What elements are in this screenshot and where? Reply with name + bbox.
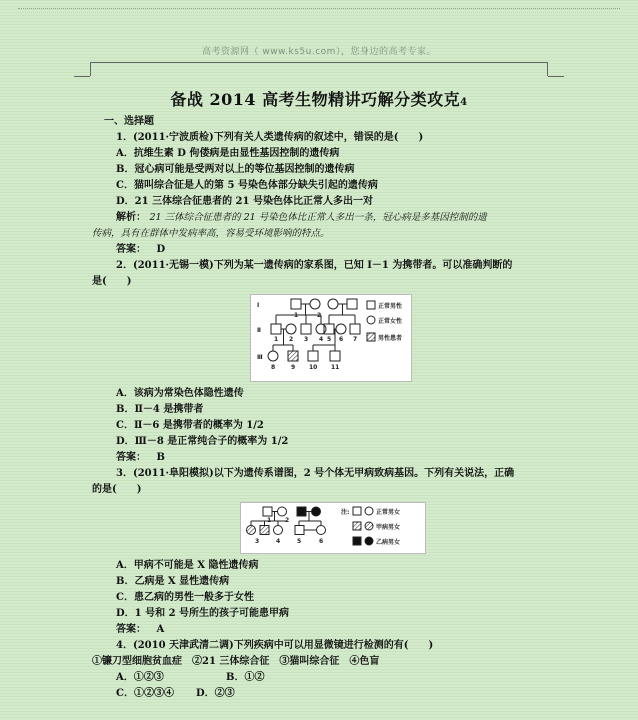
q3-legend-normal: 正常男女	[376, 509, 401, 516]
document-body	[92, 114, 552, 702]
q2-i1-num: 1	[294, 312, 299, 319]
q2-iii11-num: 11	[331, 364, 340, 371]
q3-i1-num: 1	[267, 517, 272, 524]
q3-answer-value: A	[156, 624, 165, 635]
q2-legend-affected-male: 男性患者	[378, 335, 403, 342]
q3-stem-line1: 3．(2011·阜阳模拟)以下为遗传系谱图，2 号个体无甲病致病基因。下列有关说法，正确	[116, 468, 515, 479]
title-main: 备战 2014 高考生物精讲巧解分类攻克	[170, 90, 461, 109]
q4-stem: 4．(2010 天津武清二调)下列疾病中可以用显微镜进行检测的有( )	[116, 640, 434, 651]
q3-answer	[92, 622, 552, 638]
q2-iii8-num: 8	[271, 364, 276, 371]
q2-ii4-num: 4	[319, 336, 324, 343]
q2-pedigree-figure	[250, 294, 412, 382]
header-rule	[90, 62, 548, 76]
q2-legend-normal-male: 正常男性	[378, 303, 403, 310]
section-heading: 一、选择题	[104, 116, 154, 127]
q3-option-a: A．甲病不可能是 X 隐性遗传病	[116, 560, 259, 571]
q2-ii2-num: 2	[289, 336, 294, 343]
q4-option-d: D．②③	[196, 688, 235, 699]
q2-option-d: D．Ⅲ－8 是正常纯合子的概率为 1/2	[116, 436, 289, 447]
q1-answer-label: 答案：	[116, 244, 146, 255]
q3-ii3-num: 3	[255, 538, 260, 545]
q2-ii5-num: 5	[327, 336, 332, 343]
q3-i2-num: 2	[285, 517, 290, 524]
q1-option-c: C．猫叫综合征是人的第 5 号染色体部分缺失引起的遗传病	[116, 180, 378, 191]
q3-legend-disease-b: 乙病男女	[376, 539, 401, 546]
page-top-border	[18, 8, 620, 9]
q1-explanation-line1	[92, 210, 552, 226]
q3-option-d: D．1 号和 2 号所生的孩子可能患甲病	[116, 608, 290, 619]
q2-option-a: A．该病为常染色体隐性遗传	[116, 388, 244, 399]
q4-option-c: C．①②③④	[116, 688, 174, 699]
q2-stem-line2: 是( )	[92, 276, 132, 287]
title-suffix: 4	[460, 97, 468, 108]
q2-option-b: B．Ⅱ－4 是携带者	[116, 404, 204, 415]
q1-option-a: A．抗维生素 D 佝偻病是由显性基因控制的遗传病	[116, 148, 340, 159]
q4-options-row2	[92, 686, 552, 702]
q3-ii6-num: 6	[319, 538, 324, 545]
q2-option-c: C．Ⅱ－6 是携带者的概率为 1/2	[116, 420, 264, 431]
q2-ii1-num: 1	[274, 336, 279, 343]
q2-ii7-num: 7	[353, 336, 358, 343]
q1-option-b: B．冠心病可能是受两对以上的等位基因控制的遗传病	[116, 164, 355, 175]
site-header: 高考资源网（ www.ks5u.com），您身边的高考专家。	[202, 47, 436, 57]
q1-explanation-line2	[92, 226, 552, 242]
page-title	[0, 87, 638, 110]
q2-answer-label: 答案：	[116, 452, 146, 463]
q2-ii3-num: 3	[304, 336, 309, 343]
q1-explanation-label: 解析：	[116, 212, 146, 223]
q2-i1-male	[291, 299, 301, 309]
q2-stem-line1: 2．(2011·无锡一模)下列为某一遗传病的家系图，已知 Ⅰ－1 为携带者。可以准确判断的	[116, 260, 513, 271]
q3-stem-line2: 的是( )	[92, 484, 142, 495]
q1-explanation-text2: 传病，具有在群体中发病率高，容易受环境影响的特点。	[92, 228, 330, 239]
q2-gen-label-2: Ⅱ	[257, 327, 261, 334]
q3-pedigree-figure	[240, 502, 426, 554]
q2-gen-label-1: Ⅰ	[257, 302, 260, 309]
q1-answer	[92, 242, 552, 258]
q2-gen-label-3: Ⅲ	[257, 354, 263, 361]
q3-legend-title: 注:	[341, 509, 350, 516]
q2-answer-value: B	[156, 452, 165, 463]
q3-option-b: B．乙病是 X 显性遗传病	[116, 576, 230, 587]
q1-option-d: D．21 三体综合征患者的 21 号染色体比正常人多出一对	[116, 196, 373, 207]
q4-items: ①镰刀型细胞贫血症 ②21 三体综合征 ③猫叫综合征 ④色盲	[92, 656, 380, 667]
q3-legend-disease-a: 甲病男女	[376, 524, 401, 531]
q2-iii10-num: 10	[309, 364, 318, 371]
q3-answer-label: 答案：	[116, 624, 146, 635]
q4-option-b: B．①②	[226, 672, 265, 683]
q1-explanation-text1: 21 三体综合征患者的 21 号染色体比正常人多出一条，冠心病是多基因控制的遗	[149, 212, 487, 223]
q3-option-c: C．患乙病的男性一般多于女性	[116, 592, 254, 603]
q2-i2-female	[310, 299, 320, 309]
q2-answer	[92, 450, 552, 466]
q3-ii4-num: 4	[276, 538, 281, 545]
q4-options-row1	[92, 670, 552, 686]
q2-iii9-num: 9	[291, 364, 296, 371]
q1-answer-value: D	[156, 244, 166, 255]
q2-i2-num: 2	[317, 312, 322, 319]
q2-ii6-num: 6	[339, 336, 344, 343]
q3-ii5-num: 5	[297, 538, 302, 545]
q4-option-a: A．①②③	[116, 672, 164, 683]
q2-legend-normal-female: 正常女性	[378, 318, 403, 325]
q1-stem: 1．(2011·宁波质检)下列有关人类遗传病的叙述中，错误的是( )	[116, 132, 424, 143]
